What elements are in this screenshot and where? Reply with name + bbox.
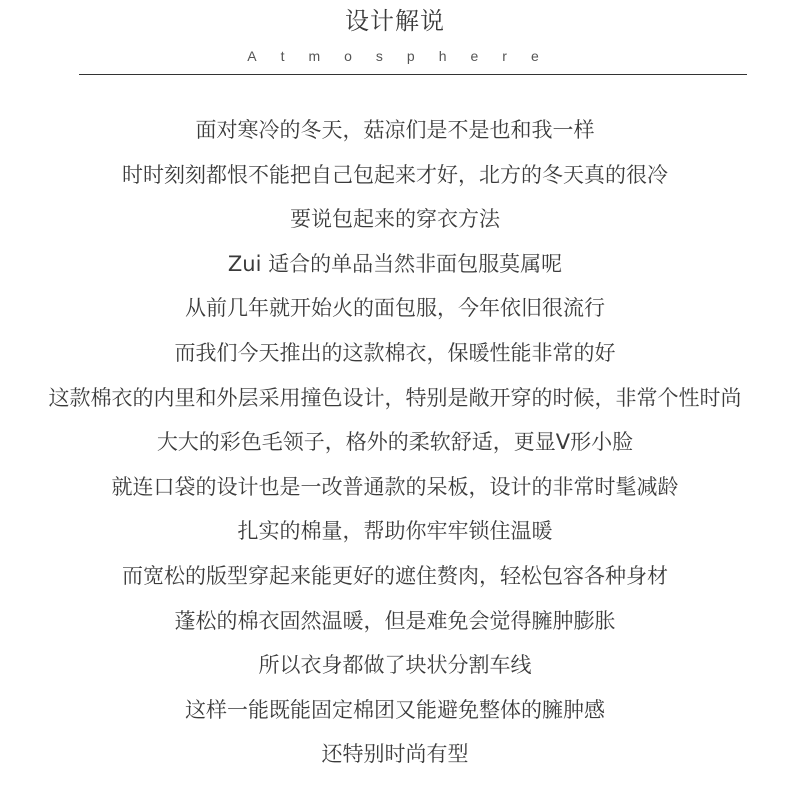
description-line: 而宽松的版型穿起来能更好的遮住赘肉，轻松包容各种身材 — [122, 563, 668, 588]
description-line: 就连口袋的设计也是一改普通款的呆板，设计的非常时髦减龄 — [111, 474, 679, 499]
section-title: 设计解说 — [345, 7, 445, 35]
description-text-block — [0, 108, 790, 777]
section-subtitle: Atmosphere — [247, 48, 563, 64]
section-header — [0, 0, 790, 80]
description-line: 扎实的棉量，帮助你牢牢锁住温暖 — [237, 519, 553, 544]
description-line: 蓬松的棉衣固然温暖，但是难免会觉得臃肿膨胀 — [174, 608, 616, 633]
description-line: 从前几年就开始火的面包服，今年依旧很流行 — [185, 296, 605, 321]
header-divider — [79, 74, 747, 75]
description-line: Zui 适合的单品当然非面包服莫属呢 — [227, 251, 563, 276]
description-line: 时时刻刻都恨不能把自己包起来才好，北方的冬天真的很冷 — [122, 162, 668, 187]
description-line: 要说包起来的穿衣方法 — [290, 207, 500, 232]
description-line: 所以衣身都做了块状分割车线 — [258, 653, 532, 678]
description-line: 大大的彩色毛领子，格外的柔软舒适，更显V形小脸 — [156, 430, 634, 455]
description-line: 还特别时尚有型 — [321, 742, 469, 767]
description-line: 这款棉衣的内里和外层采用撞色设计，特别是敞开穿的时候，非常个性时尚 — [48, 385, 742, 410]
description-line: 面对寒冷的冬天，菇凉们是不是也和我一样 — [195, 118, 595, 142]
description-line: 这样一能既能固定棉团又能避免整体的臃肿感 — [185, 697, 605, 722]
description-line: 而我们今天推出的这款棉衣，保暖性能非常的好 — [174, 340, 616, 365]
